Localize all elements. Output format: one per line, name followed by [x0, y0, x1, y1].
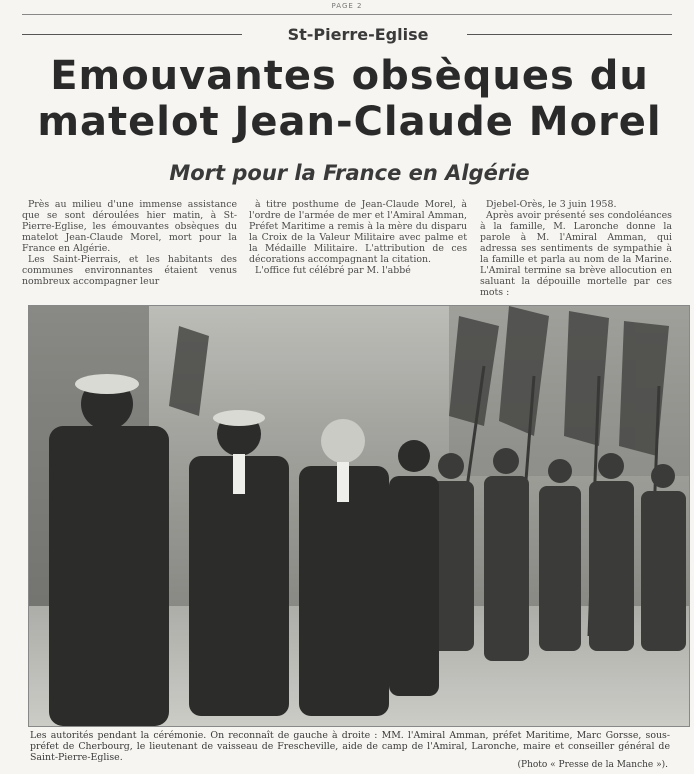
photo-illustration: [29, 306, 689, 726]
paragraph: Près au milieu d'une immense assistance que se sont déroulées hier matin, à St-Pierre-Eglise, les émouvantes obsèques du matelot Jean-Claude Morel, mort pour la France en Algérie.: [22, 199, 237, 254]
paragraph: à titre posthume de Jean-Claude Morel, à l'ordre de l'armée de mer et l'Amiral Amman, Préfet Maritime a remis à la mère du disparu la Croix de la Valeur Militaire avec palme et la Médaille Militaire. L'attribution de ces décorations accompagnant la citation.: [249, 199, 467, 265]
paragraph: Les Saint-Pierrais, et les habitants des communes environnantes étaient venus nombreux accompagner leur: [22, 254, 237, 287]
subheadline: Mort pour la France en Algérie: [169, 161, 530, 185]
paragraph: Djebel-Orès, le 3 juin 1958.: [486, 199, 617, 210]
article-column-2: [249, 199, 467, 276]
article-column-3: [480, 199, 672, 298]
headline-line-2: matelot Jean-Claude Morel: [37, 99, 662, 145]
paragraph: L'office fut célébré par M. l'abbé: [255, 265, 411, 276]
ceremony-photo: [28, 305, 690, 727]
rubric-title: St-Pierre-Eglise: [287, 25, 429, 44]
rubric-rule-right: [467, 34, 672, 35]
headline-line-1: Emouvantes obsèques du: [50, 53, 649, 99]
top-rule: [22, 14, 672, 15]
article-column-1: [22, 199, 237, 287]
rubric-row: [22, 25, 672, 45]
photo-caption: Les autorités pendant la cérémonie. On reconnaît de gauche à droite : MM. l'Amiral Amman, préfet Maritime, Marc Gorsse, sous-préfet de Cherbourg, le lieutenant de vaisseau de Frescheville, aide de camp de l'Amiral, Laronche, maire et conseiller général de Saint-Pierre-Eglise.: [30, 730, 670, 763]
paragraph: Après avoir présenté ses condoléances à la famille, M. Laronche donne la parole à M. l'Amiral Amman, qui adressa ses sentiments de sympathie à la famille et parla au nom de la Marine. L'Amiral termine sa brève allocution en saluant la dépouille mortelle par ces mots :: [480, 210, 672, 298]
page-header: PAGE 2: [331, 2, 363, 10]
photo-credit: (Photo « Presse de la Manche »).: [517, 760, 668, 770]
rubric-rule-left: [22, 34, 242, 35]
